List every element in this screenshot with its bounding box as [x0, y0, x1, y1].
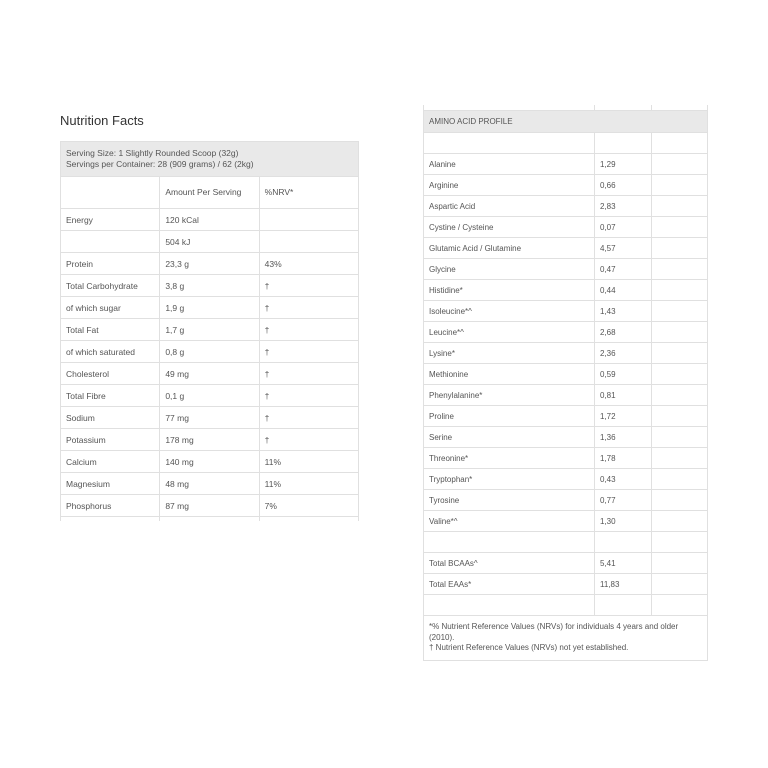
amino-total-row: [424, 574, 708, 595]
nutrient-nrv: 11%: [259, 473, 358, 495]
amino-value: 0,44: [595, 280, 652, 301]
amino-name: Isoleucine*^: [424, 301, 595, 322]
amino-value: 0,59: [595, 364, 652, 385]
nutrient-amount: 77 mg: [160, 407, 259, 429]
amino-blank-row: [424, 133, 708, 154]
serving-info-cell: [61, 142, 359, 177]
amino-total-name: Total EAAs*: [424, 574, 595, 595]
nutrient-name: Magnesium: [61, 473, 160, 495]
amino-value: 4,57: [595, 238, 652, 259]
amino-acid-table: [423, 105, 708, 661]
amino-row: [424, 490, 708, 511]
nutrient-name: Sodium: [61, 407, 160, 429]
amino-row: [424, 469, 708, 490]
servings-per-container: Servings per Container: 28 (909 grams) / 62 (2kg): [66, 159, 254, 169]
nutrition-rows: [61, 209, 359, 517]
amino-value: 0,66: [595, 175, 652, 196]
amino-value: 2,83: [595, 196, 652, 217]
nutrient-amount: 178 mg: [160, 429, 259, 451]
amino-value: 2,36: [595, 343, 652, 364]
nutrient-name: of which saturated: [61, 341, 160, 363]
amino-name: Glycine: [424, 259, 595, 280]
nutrient-nrv: †: [259, 429, 358, 451]
nutrient-row: [61, 341, 359, 363]
amino-row: [424, 364, 708, 385]
serving-size: Serving Size: 1 Slightly Rounded Scoop (32g): [66, 148, 239, 158]
nutrient-row: [61, 297, 359, 319]
nutrient-amount: 23,3 g: [160, 253, 259, 275]
serving-info-row: [61, 142, 359, 177]
amino-name: Aspartic Acid: [424, 196, 595, 217]
amino-name: Tyrosine: [424, 490, 595, 511]
amino-total-name: Total BCAAs^: [424, 553, 595, 574]
nutrient-nrv: [259, 231, 358, 253]
nutrient-row: [61, 231, 359, 253]
amino-name: Arginine: [424, 175, 595, 196]
amino-value: 0,07: [595, 217, 652, 238]
amino-row: [424, 448, 708, 469]
amino-name: Lysine*: [424, 343, 595, 364]
amino-total-row: [424, 553, 708, 574]
nutrient-header-cell: [61, 177, 160, 209]
nutrient-name: of which sugar: [61, 297, 160, 319]
nutrient-nrv: 11%: [259, 451, 358, 473]
nutrient-name: Energy: [61, 209, 160, 231]
amino-value: 0,43: [595, 469, 652, 490]
nutrient-row: [61, 319, 359, 341]
nutrient-amount: 3,8 g: [160, 275, 259, 297]
nutrient-amount: 0,1 g: [160, 385, 259, 407]
nutrient-amount: 1,7 g: [160, 319, 259, 341]
amino-value: 0,77: [595, 490, 652, 511]
nutrient-amount: 140 mg: [160, 451, 259, 473]
nutrient-row: [61, 407, 359, 429]
amino-total-value: 5,41: [595, 553, 652, 574]
nutrient-nrv: †: [259, 319, 358, 341]
amino-name: Glutamic Acid / Glutamine: [424, 238, 595, 259]
nutrient-name: Protein: [61, 253, 160, 275]
amino-name: Histidine*: [424, 280, 595, 301]
nutrient-row: [61, 363, 359, 385]
amino-name: Proline: [424, 406, 595, 427]
amino-value: 1,78: [595, 448, 652, 469]
nutrient-nrv: †: [259, 407, 358, 429]
nutrition-tail-row: [61, 517, 359, 522]
amino-row: [424, 406, 708, 427]
nutrient-name: Total Fibre: [61, 385, 160, 407]
nutrient-name: Total Fat: [61, 319, 160, 341]
amino-value: 1,36: [595, 427, 652, 448]
amino-value: 2,68: [595, 322, 652, 343]
amino-row: [424, 217, 708, 238]
nutrient-row: [61, 385, 359, 407]
amino-row: [424, 196, 708, 217]
nutrient-row: [61, 275, 359, 297]
nutrient-name: Phosphorus: [61, 495, 160, 517]
nutrient-name: Cholesterol: [61, 363, 160, 385]
footnote-dagger: † Nutrient Reference Values (NRVs) not yet established.: [429, 643, 629, 653]
amino-name: Phenylalanine*: [424, 385, 595, 406]
amino-spacer-row-2: [424, 595, 708, 616]
nutrient-name: Calcium: [61, 451, 160, 473]
nutrient-amount: 49 mg: [160, 363, 259, 385]
nutrition-facts-title: Nutrition Facts: [60, 113, 144, 128]
nutrient-row: [61, 495, 359, 517]
footnote-cell: [424, 616, 708, 661]
nutrient-amount: 1,9 g: [160, 297, 259, 319]
amino-name: Methionine: [424, 364, 595, 385]
nutrient-amount: 87 mg: [160, 495, 259, 517]
amount-header: Amount Per Serving: [160, 177, 259, 209]
nutrient-amount: 48 mg: [160, 473, 259, 495]
amino-row: [424, 343, 708, 364]
nutrient-nrv: †: [259, 275, 358, 297]
amino-value: 0,81: [595, 385, 652, 406]
nutrient-nrv: [259, 209, 358, 231]
amino-value: 1,29: [595, 154, 652, 175]
nutrient-row: [61, 451, 359, 473]
amino-total-value: 11,83: [595, 574, 652, 595]
nutrient-row: [61, 473, 359, 495]
amino-row: [424, 511, 708, 532]
footnote-nrv: *% Nutrient Reference Values (NRVs) for individuals 4 years and older (2010).: [429, 622, 679, 642]
nutrient-amount: 120 kCal: [160, 209, 259, 231]
amino-name: Valine*^: [424, 511, 595, 532]
amino-total-rows: [424, 553, 708, 595]
amino-value: 1,30: [595, 511, 652, 532]
nutrient-name: Potassium: [61, 429, 160, 451]
amino-name: Cystine / Cysteine: [424, 217, 595, 238]
amino-spacer-row: [424, 532, 708, 553]
amino-name: Tryptophan*: [424, 469, 595, 490]
nutrient-nrv: 7%: [259, 495, 358, 517]
nutrient-nrv: †: [259, 341, 358, 363]
nutrient-amount: 504 kJ: [160, 231, 259, 253]
nrv-header: %NRV*: [259, 177, 358, 209]
nutrient-nrv: 43%: [259, 253, 358, 275]
amino-header: AMINO ACID PROFILE: [424, 111, 708, 133]
nutrient-name: Total Carbohydrate: [61, 275, 160, 297]
nutrient-row: [61, 209, 359, 231]
nutrient-nrv: †: [259, 297, 358, 319]
amino-name: Leucine*^: [424, 322, 595, 343]
amino-footnote-row: [424, 616, 708, 661]
nutrient-nrv: †: [259, 385, 358, 407]
amino-row: [424, 322, 708, 343]
amino-row: [424, 301, 708, 322]
amino-row: [424, 238, 708, 259]
nutrition-facts-table: [60, 141, 359, 521]
nutrient-row: [61, 253, 359, 275]
amino-value: 1,43: [595, 301, 652, 322]
amino-name: Threonine*: [424, 448, 595, 469]
nutrient-nrv: †: [259, 363, 358, 385]
amino-rows: [424, 154, 708, 532]
amino-value: 1,72: [595, 406, 652, 427]
amino-row: [424, 154, 708, 175]
amino-header-row: [424, 111, 708, 133]
amino-row: [424, 259, 708, 280]
amino-name: Alanine: [424, 154, 595, 175]
nutrient-name: [61, 231, 160, 253]
nutrient-amount: 0,8 g: [160, 341, 259, 363]
nutrition-header-row: [61, 177, 359, 209]
nutrient-row: [61, 429, 359, 451]
amino-row: [424, 385, 708, 406]
amino-row: [424, 280, 708, 301]
amino-value: 0,47: [595, 259, 652, 280]
amino-row: [424, 427, 708, 448]
amino-row: [424, 175, 708, 196]
amino-name: Serine: [424, 427, 595, 448]
